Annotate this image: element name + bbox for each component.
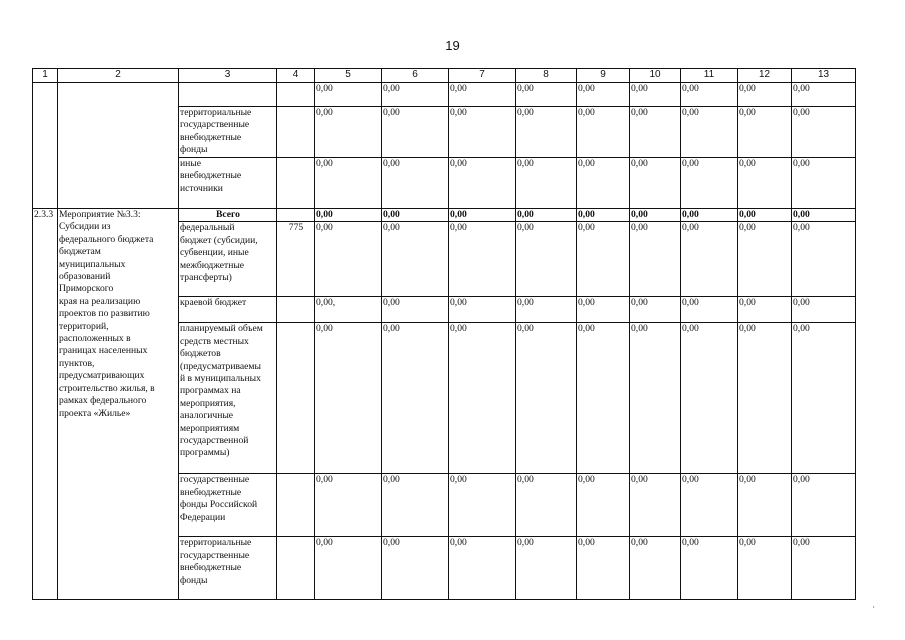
- column-header-6: 6: [382, 69, 449, 83]
- value-cell: 0,00: [792, 537, 856, 600]
- value-cell: 0,00: [449, 323, 516, 474]
- code-cell: [277, 83, 315, 107]
- funding-source: Всего: [179, 209, 277, 222]
- value-cell: 0,00: [681, 209, 738, 222]
- column-header-1: 1: [33, 69, 58, 83]
- code-cell: [277, 474, 315, 537]
- value-cell: 0,00,: [315, 297, 382, 323]
- page-number: 19: [445, 38, 460, 53]
- value-cell: 0,00: [577, 323, 630, 474]
- value-cell: 0,00: [382, 158, 449, 209]
- value-cell: 0,00: [630, 474, 681, 537]
- value-cell: 0,00: [449, 537, 516, 600]
- funding-source: краевой бюджет: [179, 297, 277, 323]
- column-header-9: 9: [577, 69, 630, 83]
- value-cell: 0,00: [738, 209, 792, 222]
- value-cell: 0,00: [315, 323, 382, 474]
- value-cell: 0,00: [630, 222, 681, 297]
- value-cell: 0,00: [449, 474, 516, 537]
- funding-source: иные внебюджетные источники: [179, 158, 277, 209]
- value-cell: 0,00: [577, 209, 630, 222]
- column-header-11: 11: [681, 69, 738, 83]
- value-cell: 0,00: [630, 297, 681, 323]
- value-cell: 0,00: [577, 537, 630, 600]
- column-number-header: [33, 69, 856, 83]
- value-cell: 0,00: [681, 107, 738, 158]
- code-cell: [277, 158, 315, 209]
- value-cell: 0,00: [738, 158, 792, 209]
- table-row: [33, 83, 856, 107]
- column-header-13: 13: [792, 69, 856, 83]
- value-cell: 0,00: [577, 297, 630, 323]
- value-cell: 0,00: [630, 209, 681, 222]
- value-cell: 0,00: [516, 323, 577, 474]
- value-cell: 0,00: [516, 83, 577, 107]
- value-cell: 0,00: [577, 83, 630, 107]
- value-cell: 0,00: [382, 209, 449, 222]
- value-cell: 0,00: [315, 107, 382, 158]
- value-cell: 0,00: [630, 83, 681, 107]
- value-cell: 0,00: [681, 297, 738, 323]
- value-cell: 0,00: [792, 222, 856, 297]
- blank-name-cell: [58, 83, 179, 209]
- column-header-7: 7: [449, 69, 516, 83]
- funding-source: [179, 83, 277, 107]
- value-cell: 0,00: [681, 83, 738, 107]
- code-cell: [277, 107, 315, 158]
- blank-number-cell: [33, 83, 58, 209]
- corner-mark: ‘: [873, 606, 875, 613]
- value-cell: 0,00: [449, 222, 516, 297]
- value-cell: 0,00: [792, 209, 856, 222]
- value-cell: 0,00: [315, 209, 382, 222]
- value-cell: 0,00: [630, 537, 681, 600]
- column-header-8: 8: [516, 69, 577, 83]
- column-header-3: 3: [179, 69, 277, 83]
- value-cell: 0,00: [792, 323, 856, 474]
- column-header-5: 5: [315, 69, 382, 83]
- column-header-4: 4: [277, 69, 315, 83]
- measure-name: Мероприятие №3.3: Субсидии из федерального бюджета бюджетам муниципальных образований Приморского края на реализацию проектов по развитию территорий, расположенных в границах населенных пунктов, предусматривающих строительство жилья, в рамках федерального проекта «Жилье»: [58, 209, 179, 600]
- value-cell: 0,00: [382, 107, 449, 158]
- code-cell: 775: [277, 222, 315, 297]
- value-cell: 0,00: [738, 222, 792, 297]
- value-cell: 0,00: [382, 537, 449, 600]
- value-cell: 0,00: [681, 474, 738, 537]
- value-cell: 0,00: [516, 222, 577, 297]
- value-cell: 0,00: [630, 158, 681, 209]
- code-cell: [277, 297, 315, 323]
- code-cell: [277, 323, 315, 474]
- value-cell: 0,00: [516, 537, 577, 600]
- measure-number: 2.3.3: [33, 209, 58, 600]
- value-cell: 0,00: [577, 474, 630, 537]
- funding-source: территориальные государственные внебюджетные фонды: [179, 537, 277, 600]
- code-cell: [277, 537, 315, 600]
- value-cell: 0,00: [738, 537, 792, 600]
- value-cell: 0,00: [516, 474, 577, 537]
- value-cell: 0,00: [315, 222, 382, 297]
- value-cell: 0,00: [792, 158, 856, 209]
- value-cell: 0,00: [738, 83, 792, 107]
- value-cell: 0,00: [382, 323, 449, 474]
- value-cell: 0,00: [681, 158, 738, 209]
- column-header-12: 12: [738, 69, 792, 83]
- value-cell: 0,00: [449, 209, 516, 222]
- value-cell: 0,00: [792, 474, 856, 537]
- value-cell: 0,00: [792, 107, 856, 158]
- funding-source: территориальные государственные внебюджетные фонды: [179, 107, 277, 158]
- value-cell: 0,00: [449, 83, 516, 107]
- value-cell: 0,00: [449, 158, 516, 209]
- value-cell: 0,00: [577, 107, 630, 158]
- value-cell: 0,00: [681, 222, 738, 297]
- financing-table: [32, 68, 856, 600]
- value-cell: 0,00: [630, 107, 681, 158]
- funding-source: государственные внебюджетные фонды Российской Федерации: [179, 474, 277, 537]
- value-cell: 0,00: [516, 107, 577, 158]
- column-header-10: 10: [630, 69, 681, 83]
- value-cell: 0,00: [738, 297, 792, 323]
- value-cell: 0,00: [577, 158, 630, 209]
- value-cell: 0,00: [792, 297, 856, 323]
- code-cell: [277, 209, 315, 222]
- value-cell: 0,00: [630, 323, 681, 474]
- value-cell: 0,00: [681, 537, 738, 600]
- value-cell: 0,00: [449, 107, 516, 158]
- column-header-2: 2: [58, 69, 179, 83]
- value-cell: 0,00: [792, 83, 856, 107]
- value-cell: 0,00: [738, 107, 792, 158]
- value-cell: 0,00: [382, 83, 449, 107]
- value-cell: 0,00: [449, 297, 516, 323]
- value-cell: 0,00: [516, 297, 577, 323]
- value-cell: 0,00: [315, 474, 382, 537]
- value-cell: 0,00: [738, 474, 792, 537]
- value-cell: 0,00: [315, 83, 382, 107]
- value-cell: 0,00: [315, 537, 382, 600]
- funding-source: планируемый объем средств местных бюджетов (предусматриваемы й в муниципальных программах на мероприятия, аналогичные мероприятиям государственной программы): [179, 323, 277, 474]
- value-cell: 0,00: [516, 158, 577, 209]
- value-cell: 0,00: [681, 323, 738, 474]
- value-cell: 0,00: [577, 222, 630, 297]
- value-cell: 0,00: [738, 323, 792, 474]
- total-row: [33, 209, 856, 222]
- value-cell: 0,00: [315, 158, 382, 209]
- value-cell: 0,00: [516, 209, 577, 222]
- funding-source: федеральный бюджет (субсидии, субвенции, иные межбюджетные трансферты): [179, 222, 277, 297]
- value-cell: 0,00: [382, 297, 449, 323]
- value-cell: 0,00: [382, 474, 449, 537]
- value-cell: 0,00: [382, 222, 449, 297]
